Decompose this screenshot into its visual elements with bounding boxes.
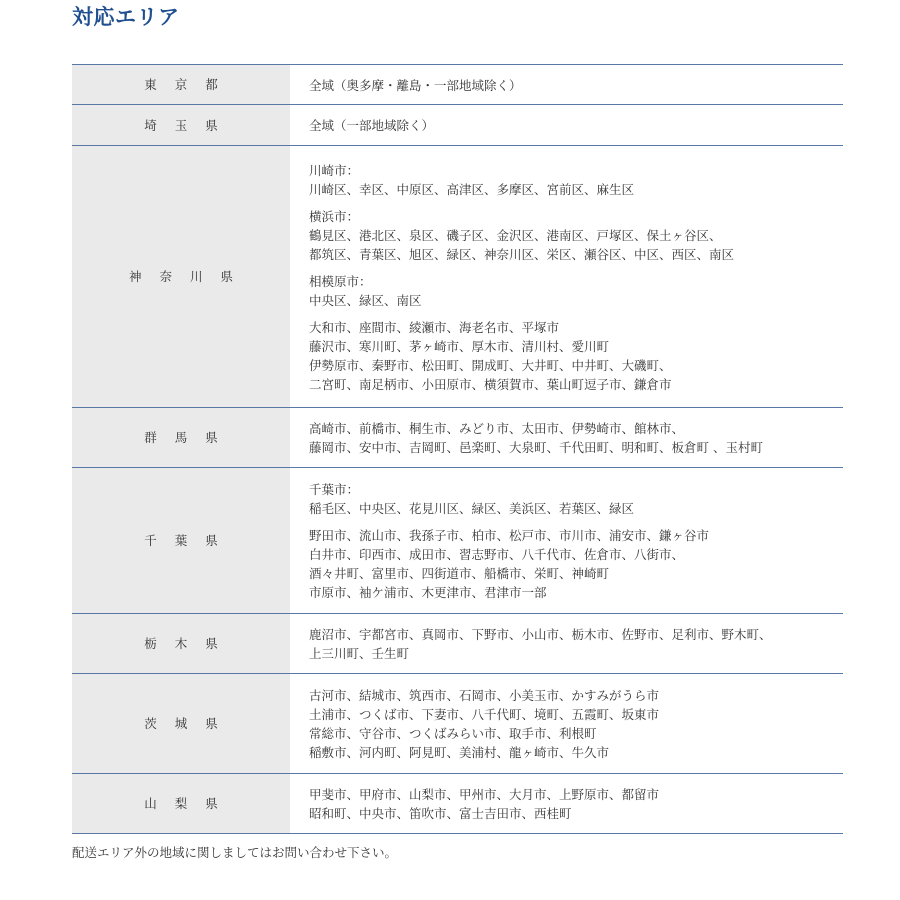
city-line: 藤沢市、寒川町、茅ヶ崎市、厚木市、清川村、愛川町 xyxy=(309,338,610,354)
prefecture-cell: 群馬県 xyxy=(72,408,290,468)
city-line: 二宮町、南足柄市、小田原市、横須賀市、葉山町逗子市、鎌倉市 xyxy=(309,376,672,392)
city-line: 中央区、緑区、南区 xyxy=(309,292,422,308)
city-line: 横浜市： xyxy=(309,208,360,224)
city-line: 川崎区、幸区、中原区、高津区、多摩区、宮前区、麻生区 xyxy=(309,181,635,197)
city-group xyxy=(309,419,843,457)
cities-cell xyxy=(290,774,843,834)
city-group xyxy=(309,480,843,518)
prefecture-cell: 栃木県 xyxy=(72,614,290,674)
city-line: 野田市、流山市、我孫子市、柏市、松戸市、市川市、浦安市、鎌ヶ谷市 xyxy=(309,528,710,543)
city-line: 市原市、袖ケ浦市、木更津市、君津市一部 xyxy=(309,585,547,600)
page-title: 対応エリア xyxy=(72,5,180,29)
city-line: 川崎市： xyxy=(309,162,360,178)
city-line: 都筑区、青葉区、旭区、緑区、神奈川区、栄区、瀬谷区、中区、西区、南区 xyxy=(309,246,735,262)
cities-cell xyxy=(290,674,843,774)
city-group xyxy=(309,116,843,135)
city-line: 千葉市： xyxy=(309,482,360,497)
city-line: 酒々井町、富里市、四街道市、船橋市、栄町、神崎町 xyxy=(309,566,610,581)
city-group xyxy=(309,318,843,394)
cities-cell xyxy=(290,614,843,674)
prefecture-cell: 埼玉県 xyxy=(72,105,290,146)
city-line: 稲毛区、中央区、花見川区、緑区、美浜区、若葉区、緑区 xyxy=(309,501,635,516)
city-group xyxy=(309,686,843,762)
cities-cell xyxy=(290,468,843,614)
city-group xyxy=(309,785,843,823)
prefecture-cell: 山梨県 xyxy=(72,774,290,834)
table-row xyxy=(72,105,843,146)
table-row xyxy=(72,468,843,614)
city-line: 昭和町、中央市、笛吹市、富士吉田市、西桂町 xyxy=(309,806,572,821)
cities-cell xyxy=(290,408,843,468)
city-line: 鶴見区、港北区、泉区、磯子区、金沢区、港南区、戸塚区、保土ヶ谷区、 xyxy=(309,227,722,243)
city-group xyxy=(309,161,843,199)
city-line: 常総市、守谷市、つくばみらい市、取手市、利根町 xyxy=(309,726,597,741)
table-row xyxy=(72,65,843,105)
city-group xyxy=(309,272,843,310)
city-line: 相模原市： xyxy=(309,273,372,289)
table-row xyxy=(72,408,843,468)
city-group xyxy=(309,625,843,663)
table-row xyxy=(72,614,843,674)
service-area-table xyxy=(72,64,843,834)
city-line: 全域（奥多摩・離島・一部地域除く） xyxy=(309,77,522,93)
city-line: 古河市、結城市、筑西市、石岡市、小美玉市、かすみがうら市 xyxy=(309,688,660,703)
city-group xyxy=(309,207,843,264)
city-line: 稲敷市、河内町、阿見町、美浦村、龍ヶ崎市、牛久市 xyxy=(309,745,610,760)
city-line: 白井市、印西市、成田市、習志野市、八千代市、佐倉市、八街市、 xyxy=(309,547,685,562)
prefecture-cell: 茨城県 xyxy=(72,674,290,774)
prefecture-cell: 東京都 xyxy=(72,65,290,105)
cities-cell xyxy=(290,105,843,146)
cities-cell xyxy=(290,65,843,105)
table-row xyxy=(72,146,843,408)
city-line: 全域（一部地域除く） xyxy=(309,118,435,133)
cities-cell xyxy=(290,146,843,408)
city-line: 上三川町、壬生町 xyxy=(309,646,410,661)
city-line: 土浦市、つくば市、下妻市、八千代町、境町、五霞町、坂東市 xyxy=(309,707,660,722)
prefecture-cell: 千葉県 xyxy=(72,468,290,614)
city-line: 甲斐市、甲府市、山梨市、甲州市、大月市、上野原市、都留市 xyxy=(309,787,660,802)
footer-note: 配送エリア外の地域に関しましてはお問い合わせ下さい。 xyxy=(72,845,398,860)
city-group xyxy=(309,76,843,95)
city-line: 大和市、座間市、綾瀬市、海老名市、平塚市 xyxy=(309,319,560,335)
table-row xyxy=(72,774,843,834)
city-line: 伊勢原市、秦野市、松田町、開成町、大井町、中井町、大磯町、 xyxy=(309,357,672,373)
city-group xyxy=(309,526,843,602)
table-row xyxy=(72,674,843,774)
city-line: 藤岡市、安中市、吉岡町、邑楽町、大泉町、千代田町、明和町、板倉町 、玉村町 xyxy=(309,440,763,455)
city-line: 高崎市、前橋市、桐生市、みどり市、太田市、伊勢崎市、館林市、 xyxy=(309,421,685,436)
prefecture-cell: 神奈川県 xyxy=(72,146,290,408)
city-line: 鹿沼市、宇都宮市、真岡市、下野市、小山市、栃木市、佐野市、足利市、野木町、 xyxy=(309,627,772,642)
